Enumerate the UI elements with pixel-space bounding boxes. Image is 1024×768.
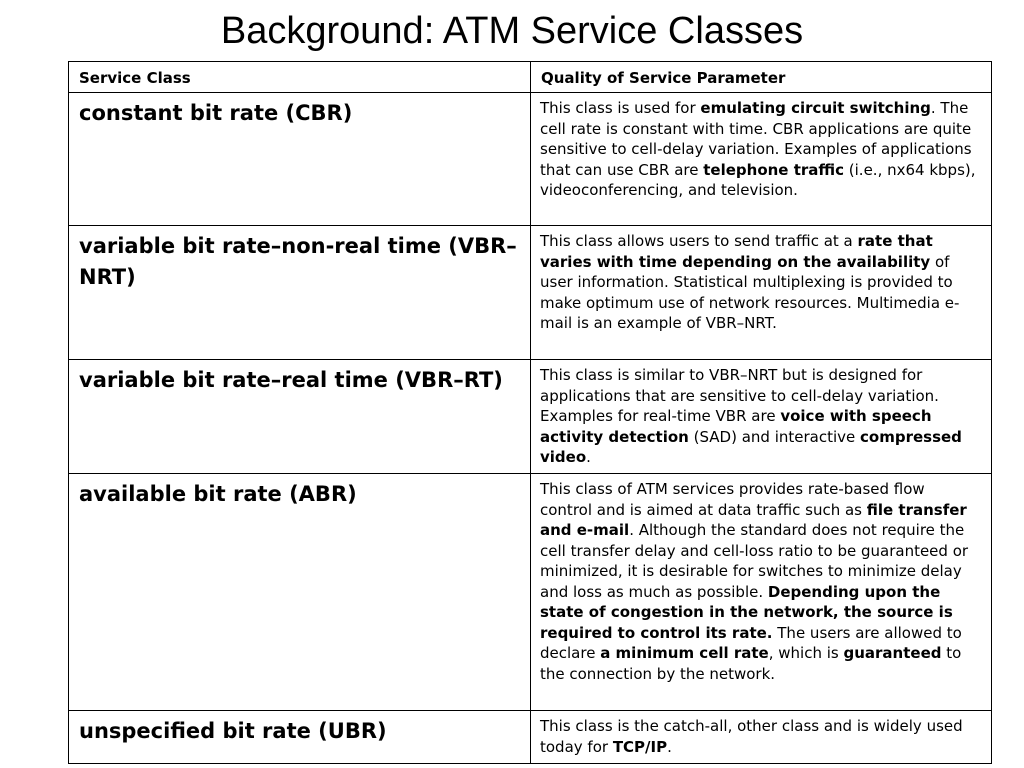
description-text: (i.e., nx64 kbps), videoconferencing, and television. [540, 160, 976, 199]
service-classes-table [68, 61, 992, 764]
description-text: The users are allowed to declare [540, 623, 962, 662]
description-text: This class of ATM services provides rate-based flow control and is aimed at data traffic such as [540, 480, 925, 519]
service-class-description [531, 93, 992, 226]
emphasized-text: TCP/IP [612, 737, 668, 756]
description-text: This class allows users to send traffic at a [540, 232, 858, 250]
service-class-description [531, 711, 992, 764]
emphasized-text: compressed video [540, 427, 962, 466]
description-text: This class is used for [540, 99, 701, 117]
description-text: This class is similar to VBR–NRT but is designed for applications that are sensitive to cell-delay variation. Examples for real-time VBR are [540, 366, 939, 425]
table-row [69, 474, 992, 711]
service-class-name: variable bit rate–non-real time (VBR–NRT) [69, 226, 531, 360]
emphasized-text: file transfer and e-mail [540, 500, 967, 539]
description-text: of user information. Statistical multiplexing is provided to make optimum use of network resources. Multimedia e-mail is an example of VBR–NRT. [540, 252, 960, 332]
table-row [69, 226, 992, 360]
description-text: to the connection by the network. [540, 644, 962, 683]
service-class-name: available bit rate (ABR) [69, 474, 531, 711]
service-class-description [531, 226, 992, 360]
emphasized-text: emulating circuit switching [700, 99, 931, 117]
header-service-class: Service Class [69, 62, 531, 93]
description-text: (SAD) and interactive [688, 427, 861, 446]
service-class-name: variable bit rate–real time (VBR–RT) [69, 360, 531, 474]
description-text: This class is the catch-all, other class and is widely used today for [540, 717, 963, 756]
table-row [69, 360, 992, 474]
description-text: . The cell rate is constant with time. CBR applications are quite sensitive to cell-delay variation. Examples of applications that can use CBR are [540, 99, 972, 179]
emphasized-text: telephone traffic [703, 160, 845, 179]
emphasized-text: a minimum cell rate [600, 644, 769, 662]
table-header-row [69, 62, 992, 93]
emphasized-text: voice with speech activity detection [540, 407, 932, 446]
service-class-description [531, 474, 992, 711]
table-row [69, 93, 992, 226]
emphasized-text: guaranteed [843, 644, 942, 662]
description-text: . [586, 448, 591, 466]
emphasized-text: rate that varies with time depending on the availability [540, 232, 933, 271]
service-class-name: unspecified bit rate (UBR) [69, 711, 531, 764]
service-class-description [531, 360, 992, 474]
emphasized-text: Depending upon the state of congestion in the network, the source is required to control its rate. [540, 582, 953, 642]
header-qos-parameter: Quality of Service Parameter [531, 62, 992, 93]
service-class-name: constant bit rate (CBR) [69, 93, 531, 226]
slide-title: Background: ATM Service Classes [220, 10, 804, 52]
description-text: . [667, 737, 672, 756]
description-text: , which is [768, 644, 844, 662]
table-row [69, 711, 992, 764]
description-text: . Although the standard does not require the cell transfer delay and cell-loss ratio to be guaranteed or minimized, it is desirable for switches to minimize delay and loss as much as possible. [540, 521, 969, 601]
